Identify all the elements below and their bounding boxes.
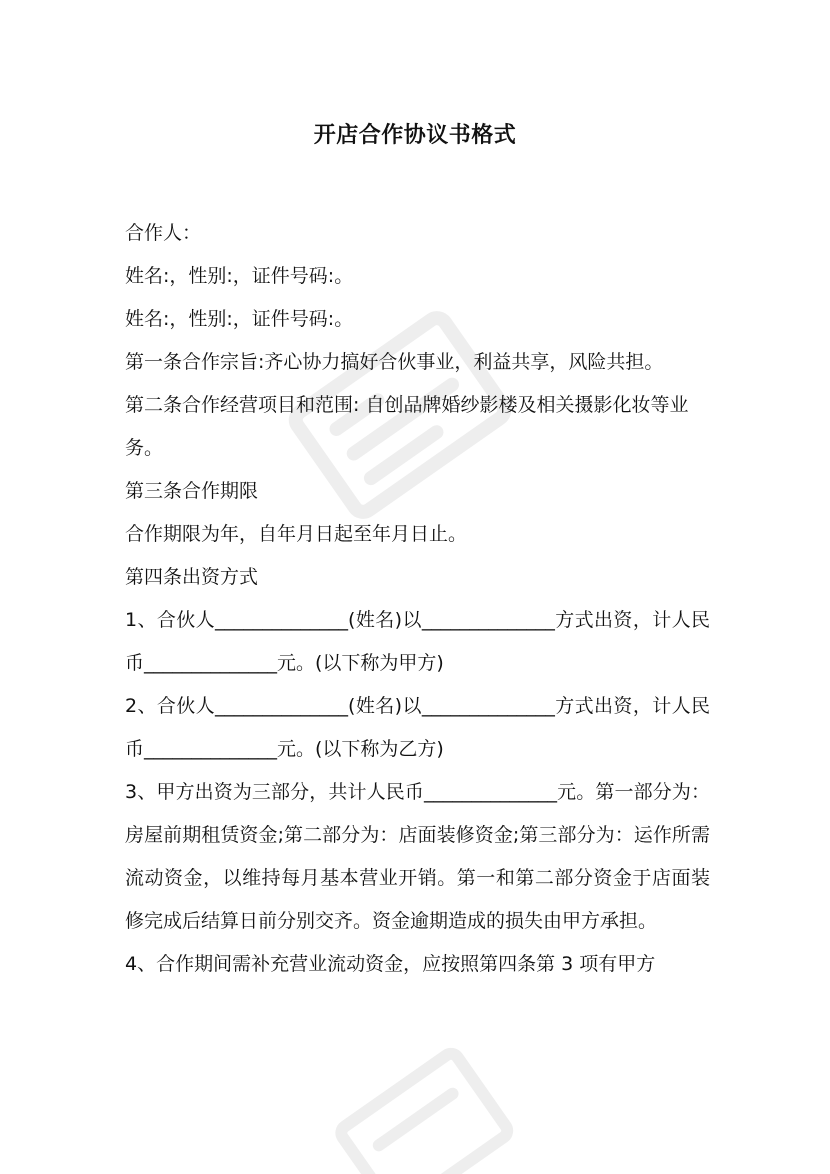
document-title: 开店合作协议书格式 — [313, 123, 517, 148]
paragraph-article-3-term: 合作期限为年，自年月日起至年月日止。 — [125, 523, 468, 545]
paragraph-article-2: 第二条合作经营项目和范围: 自创品牌婚纱影楼及相关摄影化妆等业务。 — [125, 394, 689, 459]
paragraph-article-1: 第一条合作宗旨:齐心协力搞好合伙事业，利益共享，风险共担。 — [125, 351, 664, 373]
paragraph-partners-heading: 合作人： — [125, 222, 202, 244]
paragraph-article-4-item-1: 1、合伙人______________(姓名)以______________方式出资，计人民币______________元。(以下称为甲方) — [125, 609, 710, 674]
paragraph-partner-1: 姓名:，性别:，证件号码:。 — [125, 265, 354, 287]
paragraph-article-4-item-3: 3、甲方出资为三部分，共计人民币______________元。第一部分为：房屋前期租赁资金;第二部分为：店面装修资金;第三部分为：运作所需流动资金，以维持每月基本营业开销。第一和第二部分资金于店面装修完成后结算日前分别交齐。资金逾期造成的损失由甲方承担。 — [125, 781, 710, 932]
document-body — [125, 212, 710, 986]
paragraph-partner-2: 姓名:，性别:，证件号码:。 — [125, 308, 354, 330]
paragraph-article-4-item-4: 4、合作期间需补充营业流动资金，应按照第四条第 3 项有甲方 — [125, 953, 656, 975]
paragraph-article-4-heading: 第四条出资方式 — [125, 566, 259, 588]
watermark-logo-bottom — [330, 1040, 530, 1174]
paragraph-article-3-heading: 第三条合作期限 — [125, 480, 259, 502]
paragraph-article-4-item-2: 2、合伙人______________(姓名)以______________方式出资，计人民币______________元。(以下称为乙方) — [125, 695, 710, 760]
